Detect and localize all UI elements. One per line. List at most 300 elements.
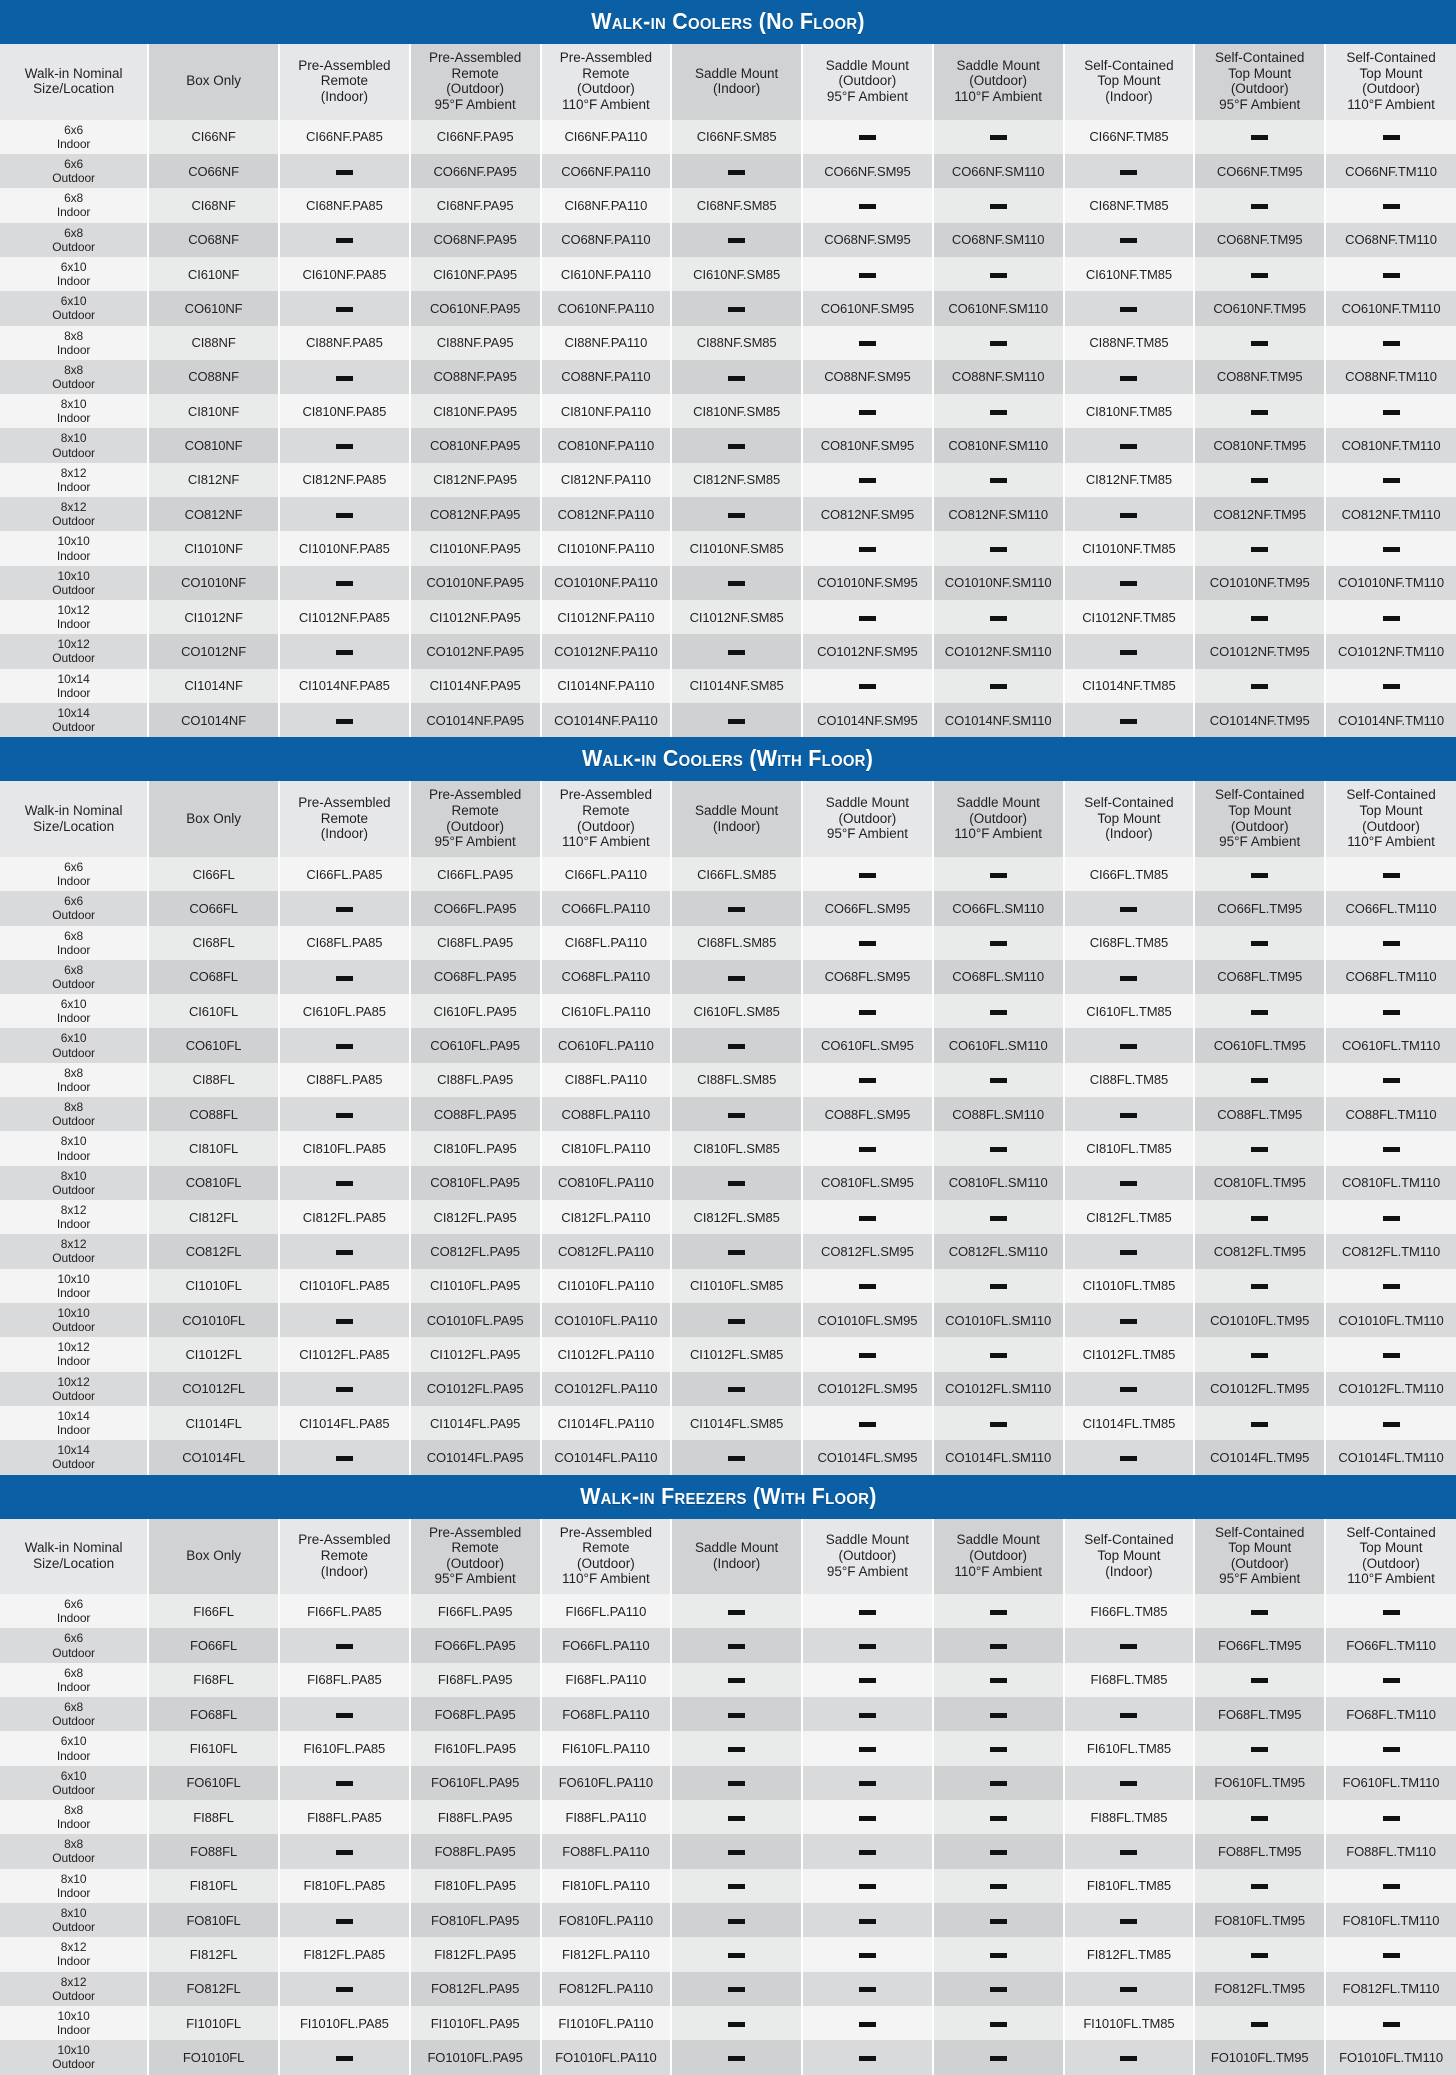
table-row [0, 994, 1456, 1028]
cell-sm95-unavailable [802, 1663, 933, 1697]
table-body [0, 1594, 1456, 2074]
dash-icon [1251, 478, 1268, 483]
dash-icon [1383, 1884, 1400, 1889]
cell-pa95 [410, 1731, 541, 1765]
dash-icon [1251, 1284, 1268, 1289]
column-header-sm85 [671, 781, 802, 857]
cell-sm110-unavailable [933, 1834, 1064, 1868]
cell-pa85-unavailable [279, 428, 410, 462]
dash-icon [1120, 444, 1137, 449]
column-header-line: Saddle Mount [956, 1532, 1040, 1548]
model-number: CI88NF.TM85 [1089, 335, 1169, 351]
model-number: CO1012FL.SM110 [945, 1381, 1052, 1397]
model-number: FO812FL.PA95 [431, 1981, 520, 1997]
column-header-line: Remote [582, 65, 630, 81]
cell-box [148, 960, 279, 994]
column-header-tm110 [1325, 1519, 1456, 1595]
row-size: 10x10 [57, 1271, 90, 1286]
model-number: CI812FL [189, 1209, 239, 1225]
model-number: CO1014NF.SM110 [944, 712, 1052, 728]
column-header-box [148, 44, 279, 120]
dash-icon [1120, 1319, 1137, 1324]
model-number: FO610FL.PA95 [431, 1775, 520, 1791]
model-number: CI1014NF.PA110 [557, 678, 655, 694]
table-row [0, 1234, 1456, 1268]
cell-tm110-unavailable [1325, 394, 1456, 428]
cell-tm110 [1325, 1972, 1456, 2006]
table-row [0, 1269, 1456, 1303]
column-header-line: Pre-Assembled [298, 1532, 391, 1548]
column-header-line: (Outdoor) [1362, 818, 1420, 834]
cell-tm95 [1194, 497, 1325, 531]
cell-pa110 [541, 1766, 672, 1800]
cell-box [148, 1663, 279, 1697]
cell-tm85 [1064, 1594, 1195, 1628]
cell-tm110-unavailable [1325, 463, 1456, 497]
cell-pa95 [410, 1869, 541, 1903]
cell-pa95 [410, 1406, 541, 1440]
cell-sm85-unavailable [671, 1766, 802, 1800]
cell-sm95-unavailable [802, 1269, 933, 1303]
cell-tm95 [1194, 1028, 1325, 1062]
cell-sm95 [802, 223, 933, 257]
cell-pa95 [410, 1663, 541, 1697]
dash-icon [728, 1816, 745, 1821]
cell-sm110 [933, 891, 1064, 925]
model-number: CO66NF.PA95 [433, 163, 517, 179]
model-number: CO810NF [184, 438, 243, 454]
model-number: CI610FL [189, 1003, 239, 1019]
row-location: Indoor [56, 274, 91, 289]
model-number: CO68FL.PA110 [561, 969, 651, 985]
model-number: FO1010FL.PA95 [427, 2049, 523, 2065]
model-number: FO1010FL.TM110 [1339, 2049, 1443, 2065]
section-title-bar [0, 737, 1456, 781]
cell-tm110 [1325, 291, 1456, 325]
model-number: FI66FL.PA85 [307, 1603, 382, 1619]
cell-tm110-unavailable [1325, 1869, 1456, 1903]
dash-icon [990, 1713, 1007, 1718]
model-number: CI1014FL.SM85 [689, 1415, 784, 1431]
cell-pa85 [279, 1937, 410, 1971]
cell-tm95 [1194, 1372, 1325, 1406]
cell-tm110 [1325, 154, 1456, 188]
cell-pa95 [410, 1697, 541, 1731]
cell-tm95-unavailable [1194, 1406, 1325, 1440]
cell-tm110 [1325, 360, 1456, 394]
dash-icon [1251, 1010, 1268, 1015]
model-number: CO812NF.TM95 [1213, 506, 1307, 522]
model-number: CO88FL.SM95 [824, 1106, 911, 1122]
cell-sm95-unavailable [802, 2040, 933, 2074]
cell-box [148, 428, 279, 462]
cell-pa110 [541, 1406, 672, 1440]
cell-sm85-unavailable [671, 703, 802, 737]
cell-box [148, 1028, 279, 1062]
cell-box [148, 634, 279, 668]
cell-sm85 [671, 531, 802, 565]
cell-sm85-unavailable [671, 960, 802, 994]
model-number: CO1014NF.TM95 [1209, 712, 1310, 728]
dash-icon [336, 1781, 353, 1786]
model-number: FI810FL.PA85 [303, 1878, 386, 1894]
dash-icon [990, 410, 1007, 415]
row-location: Outdoor [52, 239, 95, 254]
model-number: CO610NF.PA95 [429, 300, 521, 316]
dash-icon [859, 478, 876, 483]
model-number: CO68NF.PA110 [561, 232, 651, 248]
table-row [0, 1937, 1456, 1971]
column-header-line: Saddle Mount [694, 1540, 779, 1556]
cell-sm85-unavailable [671, 1731, 802, 1765]
cell-tm110-unavailable [1325, 994, 1456, 1028]
table-row [0, 223, 1456, 257]
row-size: 6x6 [64, 859, 84, 874]
cell-pa110 [541, 1372, 672, 1406]
cell-tm85-unavailable [1064, 428, 1195, 462]
table-row [0, 1972, 1456, 2006]
row-size: 8x10 [60, 431, 87, 446]
model-number: CO66NF.SM95 [824, 163, 911, 179]
cell-tm95-unavailable [1194, 257, 1325, 291]
cell-sm85-unavailable [671, 1594, 802, 1628]
cell-box [148, 188, 279, 222]
dash-icon [336, 170, 353, 175]
cell-pa85 [279, 2006, 410, 2040]
model-number: CO812FL.SM95 [821, 1243, 914, 1259]
dash-icon [728, 170, 745, 175]
cell-tm110-unavailable [1325, 1200, 1456, 1234]
column-header-line: 95°F Ambient [826, 89, 909, 105]
cell-pa110 [541, 1097, 672, 1131]
cell-sm85-unavailable [671, 1303, 802, 1337]
cell-tm95 [1194, 1097, 1325, 1131]
model-number: CI1012FL [185, 1346, 242, 1362]
row-size: 10x10 [57, 568, 90, 583]
row-location: Indoor [56, 205, 91, 220]
dash-icon [859, 1850, 876, 1855]
cell-tm85-unavailable [1064, 1372, 1195, 1406]
cell-pa85 [279, 1594, 410, 1628]
cell-pa110 [541, 1028, 672, 1062]
cell-sm85-unavailable [671, 1234, 802, 1268]
cell-pa95 [410, 463, 541, 497]
model-number: CI1014FL.TM85 [1082, 1415, 1176, 1431]
table-row [0, 891, 1456, 925]
model-number: CO88NF.SM110 [951, 369, 1045, 385]
cell-sm110-unavailable [933, 1131, 1064, 1165]
cell-tm85 [1064, 600, 1195, 634]
dash-icon [1383, 1953, 1400, 1958]
model-number: CI68NF.TM85 [1089, 197, 1169, 213]
row-size-location [0, 1440, 148, 1474]
cell-box [148, 891, 279, 925]
model-number: FI66FL.TM85 [1090, 1603, 1168, 1619]
model-number: FI610FL.PA85 [303, 1741, 386, 1757]
cell-tm95-unavailable [1194, 120, 1325, 154]
column-header-line: Remote [451, 1540, 499, 1556]
header-row [0, 1519, 1456, 1595]
cell-sm95 [802, 154, 933, 188]
dash-icon [1251, 684, 1268, 689]
dash-icon [990, 1987, 1007, 1992]
cell-sm110-unavailable [933, 120, 1064, 154]
row-size: 8x10 [60, 397, 87, 412]
model-number: CO1012FL [182, 1381, 245, 1397]
column-header-line: (Outdoor) [1230, 818, 1289, 834]
model-number: CI1010NF.PA110 [557, 541, 655, 557]
dash-icon [1383, 1010, 1400, 1015]
column-header-line: Saddle Mount [956, 57, 1040, 73]
model-number: FI88FL.TM85 [1090, 1809, 1168, 1825]
dash-icon [859, 684, 876, 689]
cell-pa95 [410, 428, 541, 462]
row-size-location [0, 857, 148, 891]
row-size: 6x10 [60, 259, 87, 274]
cell-pa85-unavailable [279, 497, 410, 531]
table-row [0, 394, 1456, 428]
cell-tm95-unavailable [1194, 1063, 1325, 1097]
cell-pa85 [279, 926, 410, 960]
table-row [0, 600, 1456, 634]
table-row [0, 1869, 1456, 1903]
model-number: CI1010FL.PA110 [557, 1278, 655, 1294]
cell-sm85-unavailable [671, 428, 802, 462]
row-size: 10x14 [57, 705, 90, 720]
row-size: 6x10 [60, 1768, 87, 1783]
model-number: CI810NF.PA85 [302, 403, 387, 419]
cell-tm95-unavailable [1194, 1731, 1325, 1765]
cell-box [148, 994, 279, 1028]
cell-tm110-unavailable [1325, 326, 1456, 360]
cell-sm95 [802, 1440, 933, 1474]
cell-sm95-unavailable [802, 1063, 933, 1097]
cell-tm95-unavailable [1194, 1869, 1325, 1903]
cell-pa85-unavailable [279, 960, 410, 994]
model-number: CI1014NF.PA85 [298, 678, 390, 694]
row-size-location [0, 257, 148, 291]
column-header-tm95 [1194, 44, 1325, 120]
cell-tm85 [1064, 669, 1195, 703]
model-number: CO88FL.PA95 [433, 1106, 517, 1122]
cell-pa95 [410, 1303, 541, 1337]
table-row [0, 1166, 1456, 1200]
cell-pa110 [541, 1269, 672, 1303]
dash-icon [336, 650, 353, 655]
model-number: CI68NF.PA85 [306, 197, 383, 213]
model-number: CI68FL.SM85 [697, 935, 777, 951]
table-row [0, 1028, 1456, 1062]
dash-icon [1251, 1953, 1268, 1958]
cell-sm95-unavailable [802, 1731, 933, 1765]
column-header-line: 95°F Ambient [1219, 1571, 1301, 1587]
table-row [0, 291, 1456, 325]
model-number: CO88NF.TM110 [1345, 369, 1437, 385]
cell-sm110-unavailable [933, 257, 1064, 291]
cell-box [148, 1063, 279, 1097]
dash-icon [728, 1919, 745, 1924]
cell-tm85 [1064, 394, 1195, 428]
model-number: CO1010FL [182, 1312, 245, 1328]
row-location: Indoor [56, 942, 91, 957]
cell-box [148, 2006, 279, 2040]
cell-sm110 [933, 634, 1064, 668]
column-header-line: Remote [582, 802, 630, 818]
column-header-pa110 [541, 781, 672, 857]
cell-pa110 [541, 926, 672, 960]
dash-icon [990, 1644, 1007, 1649]
row-size: 8x12 [60, 465, 87, 480]
cell-pa85-unavailable [279, 891, 410, 925]
model-number: CO66NF.TM110 [1345, 163, 1437, 179]
cell-sm95 [802, 497, 933, 531]
dash-icon [728, 2022, 745, 2027]
dash-icon [1120, 650, 1137, 655]
model-number: CI68FL.PA95 [437, 935, 514, 951]
header-row [0, 781, 1456, 857]
row-size-location [0, 1731, 148, 1765]
dash-icon [1120, 376, 1137, 381]
dash-icon [859, 1284, 876, 1289]
cell-tm95-unavailable [1194, 188, 1325, 222]
model-number: CI810FL.PA85 [302, 1141, 386, 1157]
cell-tm110-unavailable [1325, 1406, 1456, 1440]
dash-icon [859, 341, 876, 346]
cell-sm110 [933, 703, 1064, 737]
column-header-line: 95°F Ambient [1219, 834, 1301, 850]
model-number: CI66NF.TM85 [1089, 129, 1169, 145]
cell-tm95-unavailable [1194, 669, 1325, 703]
dash-icon [728, 1713, 745, 1718]
row-size: 10x14 [57, 671, 90, 686]
row-location: Outdoor [52, 976, 95, 991]
column-header-line: (Indoor) [320, 1563, 368, 1579]
model-number: CI610FL.PA110 [561, 1003, 651, 1019]
cell-sm85-unavailable [671, 1800, 802, 1834]
model-number: FO812FL [186, 1981, 241, 1997]
table-row [0, 1372, 1456, 1406]
cell-pa85 [279, 1200, 410, 1234]
row-size-location [0, 669, 148, 703]
cell-tm95-unavailable [1194, 531, 1325, 565]
row-size: 10x10 [57, 534, 90, 549]
column-header-line: 95°F Ambient [826, 826, 909, 842]
row-location: Indoor [56, 1611, 91, 1626]
dash-icon [859, 873, 876, 878]
cell-sm95-unavailable [802, 1406, 933, 1440]
column-header-pa110 [541, 44, 672, 120]
row-size: 8x10 [60, 1134, 87, 1149]
column-header-line: 95°F Ambient [434, 96, 516, 112]
model-number: CO810FL.PA110 [557, 1175, 654, 1191]
cell-tm95-unavailable [1194, 1269, 1325, 1303]
table-row [0, 1063, 1456, 1097]
model-number: CO610NF [184, 300, 243, 316]
model-number: FO812FL.TM110 [1342, 1981, 1440, 1997]
row-location: Outdoor [52, 514, 95, 529]
cell-sm95 [802, 1097, 933, 1131]
cell-sm110 [933, 1234, 1064, 1268]
row-size: 6x6 [64, 1597, 84, 1612]
table-row [0, 463, 1456, 497]
cell-sm110 [933, 1166, 1064, 1200]
dash-icon [859, 2056, 876, 2061]
cell-tm85-unavailable [1064, 1234, 1195, 1268]
cell-pa110 [541, 154, 672, 188]
row-location: Indoor [56, 548, 91, 563]
dash-icon [728, 1181, 745, 1186]
column-header-line: 110°F Ambient [1347, 1571, 1435, 1587]
column-header-line: 95°F Ambient [826, 1563, 909, 1579]
model-number: CO1010FL.SM110 [945, 1312, 1052, 1328]
dash-icon [990, 547, 1007, 552]
cell-pa85-unavailable [279, 703, 410, 737]
column-header-line: Pre-Assembled [298, 795, 391, 811]
cell-pa110 [541, 463, 672, 497]
cell-tm95-unavailable [1194, 1937, 1325, 1971]
column-header-line: Self-Contained [1346, 50, 1436, 65]
cell-sm85-unavailable [671, 1628, 802, 1662]
column-header-size [0, 44, 148, 120]
row-size: 6x6 [64, 894, 84, 909]
cell-sm85 [671, 394, 802, 428]
dash-icon [728, 1113, 745, 1118]
model-number: CO66FL.TM110 [1345, 900, 1437, 916]
cell-tm95 [1194, 566, 1325, 600]
dash-icon [1251, 873, 1268, 878]
model-number: FI1010FL.PA110 [558, 2015, 654, 2031]
model-number: CO68FL.PA95 [433, 969, 517, 985]
row-size-location [0, 326, 148, 360]
cell-tm110 [1325, 1834, 1456, 1868]
column-header-tm110 [1325, 781, 1456, 857]
cell-box [148, 1269, 279, 1303]
cell-sm110-unavailable [933, 994, 1064, 1028]
row-size-location [0, 1200, 148, 1234]
dash-icon [859, 1353, 876, 1358]
row-size-location [0, 394, 148, 428]
cell-tm110-unavailable [1325, 1663, 1456, 1697]
cell-pa95 [410, 1628, 541, 1662]
dash-icon [728, 1953, 745, 1958]
model-number: FI68FL [193, 1672, 234, 1688]
table-row [0, 1834, 1456, 1868]
column-header-line: (Outdoor) [576, 81, 635, 97]
model-number: CI1012FL.SM85 [689, 1346, 784, 1362]
dash-icon [728, 307, 745, 312]
model-number: CI66NF.SM85 [696, 129, 777, 145]
model-number: CO66FL [189, 900, 238, 916]
cell-sm85 [671, 600, 802, 634]
dash-icon [859, 1781, 876, 1786]
column-header-line: Box Only [186, 73, 241, 89]
cell-sm110 [933, 1303, 1064, 1337]
cell-tm85-unavailable [1064, 960, 1195, 994]
column-header-line: Walk-in Nominal [24, 1540, 123, 1556]
cell-sm85-unavailable [671, 2006, 802, 2040]
cell-tm85-unavailable [1064, 1972, 1195, 2006]
row-location: Indoor [56, 411, 91, 426]
dash-icon [1383, 341, 1400, 346]
row-location: Outdoor [52, 1457, 95, 1472]
model-number: CO66FL.PA95 [433, 900, 517, 916]
cell-tm85 [1064, 1731, 1195, 1765]
cell-pa110 [541, 1869, 672, 1903]
cell-tm95 [1194, 360, 1325, 394]
cell-pa110 [541, 497, 672, 531]
cell-sm110 [933, 497, 1064, 531]
cell-box [148, 1834, 279, 1868]
